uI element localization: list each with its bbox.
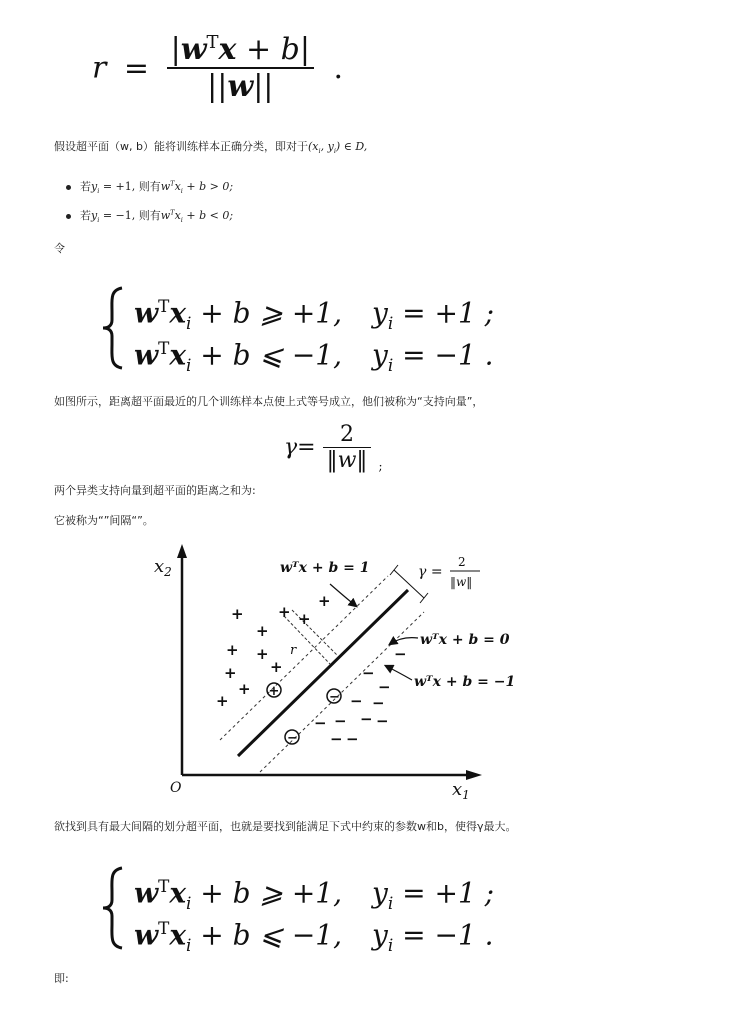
label-plus-margin: wᵀx + b = 1 bbox=[280, 560, 370, 576]
gamma-bracket-tick bbox=[420, 593, 428, 603]
negative-sample: − bbox=[394, 645, 407, 663]
paragraph-max-margin: 欲找到具有最大间隔的划分超平面，也就是要找到能满足下式中约束的参数w和b，使得γ最大。 bbox=[54, 820, 517, 833]
negative-sample: − bbox=[334, 712, 347, 730]
positive-sample: + bbox=[278, 603, 291, 621]
gamma-bracket-tick bbox=[390, 565, 398, 575]
y-axis-arrow-icon bbox=[177, 544, 187, 558]
positive-sample: + bbox=[238, 680, 251, 698]
positive-support-vector-sign: + bbox=[268, 684, 280, 699]
negative-support-vector-sign: − bbox=[287, 731, 298, 746]
system-row-1: $w^Tx_i + b$ ⩾ +1, $y_i = +1$ ; bbox=[134, 876, 495, 913]
label-minus-margin: wᵀx + b = −1 bbox=[414, 674, 516, 690]
left-brace-icon bbox=[100, 286, 126, 370]
label-gamma: γ = bbox=[418, 564, 443, 580]
positive-sample: + bbox=[270, 658, 283, 676]
bullet-dot bbox=[66, 185, 71, 190]
origin-label: O bbox=[170, 780, 182, 796]
eq-r-period: . bbox=[333, 50, 344, 86]
system-row-1: $w^Tx_i + b$ ⩾ +1, $y_i = +1$ ; bbox=[134, 296, 495, 333]
margin-line-lower bbox=[260, 612, 424, 772]
x2-axis-label: $x_2$ bbox=[154, 556, 172, 579]
negative-sample: − bbox=[362, 664, 375, 682]
left-brace-icon bbox=[100, 866, 126, 950]
paragraph-ji: 即: bbox=[54, 972, 69, 985]
negative-sample: − bbox=[330, 730, 343, 748]
positive-sample: + bbox=[224, 664, 237, 682]
paragraph-assumption: 假设超平面（w, b）能将训练样本正确分类，即对于($x_i$, $y_i$) ∈ D, bbox=[54, 140, 368, 156]
paragraph-margin-sum: 两个异类支持向量到超平面的距离之和为: bbox=[54, 484, 256, 497]
x1-axis-label: $x_1$ bbox=[452, 779, 470, 802]
negative-support-vector-sign: − bbox=[329, 690, 340, 705]
eq-r-denominator: ||w|| bbox=[207, 69, 274, 104]
negative-sample: − bbox=[360, 710, 373, 728]
negative-sample: − bbox=[376, 712, 389, 730]
paragraph-ling: 令 bbox=[54, 242, 65, 255]
negative-sample: − bbox=[372, 694, 385, 712]
system-row-2: $w^Tx_i + b$ ⩽ −1, $y_i = -1$ . bbox=[134, 338, 494, 375]
label-gamma-den: ‖w‖ bbox=[450, 575, 473, 589]
positive-sample: + bbox=[216, 692, 229, 710]
negative-samples bbox=[314, 645, 407, 748]
positive-sample: + bbox=[231, 605, 244, 623]
bullet-dot bbox=[66, 214, 71, 219]
annotation-arrow-top bbox=[330, 584, 356, 606]
label-hyperplane: wᵀx + b = 0 bbox=[420, 632, 510, 648]
gamma-fraction: $\frac{2}{‖w‖}$ bbox=[323, 422, 372, 473]
bullet-item: 若$y_i = +1$, 则有$w^Tx_i + b > 0$; bbox=[66, 178, 233, 195]
negative-sample: − bbox=[314, 714, 327, 732]
svm-margin-figure bbox=[150, 540, 530, 802]
positive-sample: + bbox=[256, 645, 269, 663]
positive-sample: + bbox=[318, 592, 331, 610]
label-gamma-num: 2 bbox=[458, 555, 466, 569]
system-row-2: $w^Tx_i + b$ ⩽ −1, $y_i = -1$ . bbox=[134, 918, 494, 955]
bullet-item: 若$y_i = -1$, 则有$w^Tx_i + b < 0$; bbox=[66, 207, 233, 224]
positive-sample: + bbox=[256, 622, 269, 640]
gamma-equation: γ= $\frac{2}{‖w‖}$ ; bbox=[284, 422, 383, 473]
eq-r-fraction bbox=[167, 32, 314, 104]
positive-sample: + bbox=[226, 641, 239, 659]
positive-sample: + bbox=[298, 610, 311, 628]
eq-r-lhs: r bbox=[92, 50, 107, 86]
negative-sample: − bbox=[346, 730, 359, 748]
x-axis-arrow-icon bbox=[466, 770, 482, 780]
paragraph-margin-name: 它被称为“”间隔“”。 bbox=[54, 514, 154, 527]
negative-sample: − bbox=[378, 678, 391, 696]
r-label: r bbox=[290, 643, 297, 658]
eq-r-numerator: $|w^Tx + b|$ bbox=[167, 32, 314, 69]
paragraph-support-vectors: 如图所示，距离超平面最近的几个训练样本点使上式等号成立，他们被称为“支持向量”， bbox=[54, 395, 484, 408]
eq-r-equals: = bbox=[123, 50, 150, 86]
negative-sample: − bbox=[350, 692, 363, 710]
distance-equation bbox=[92, 32, 343, 122]
